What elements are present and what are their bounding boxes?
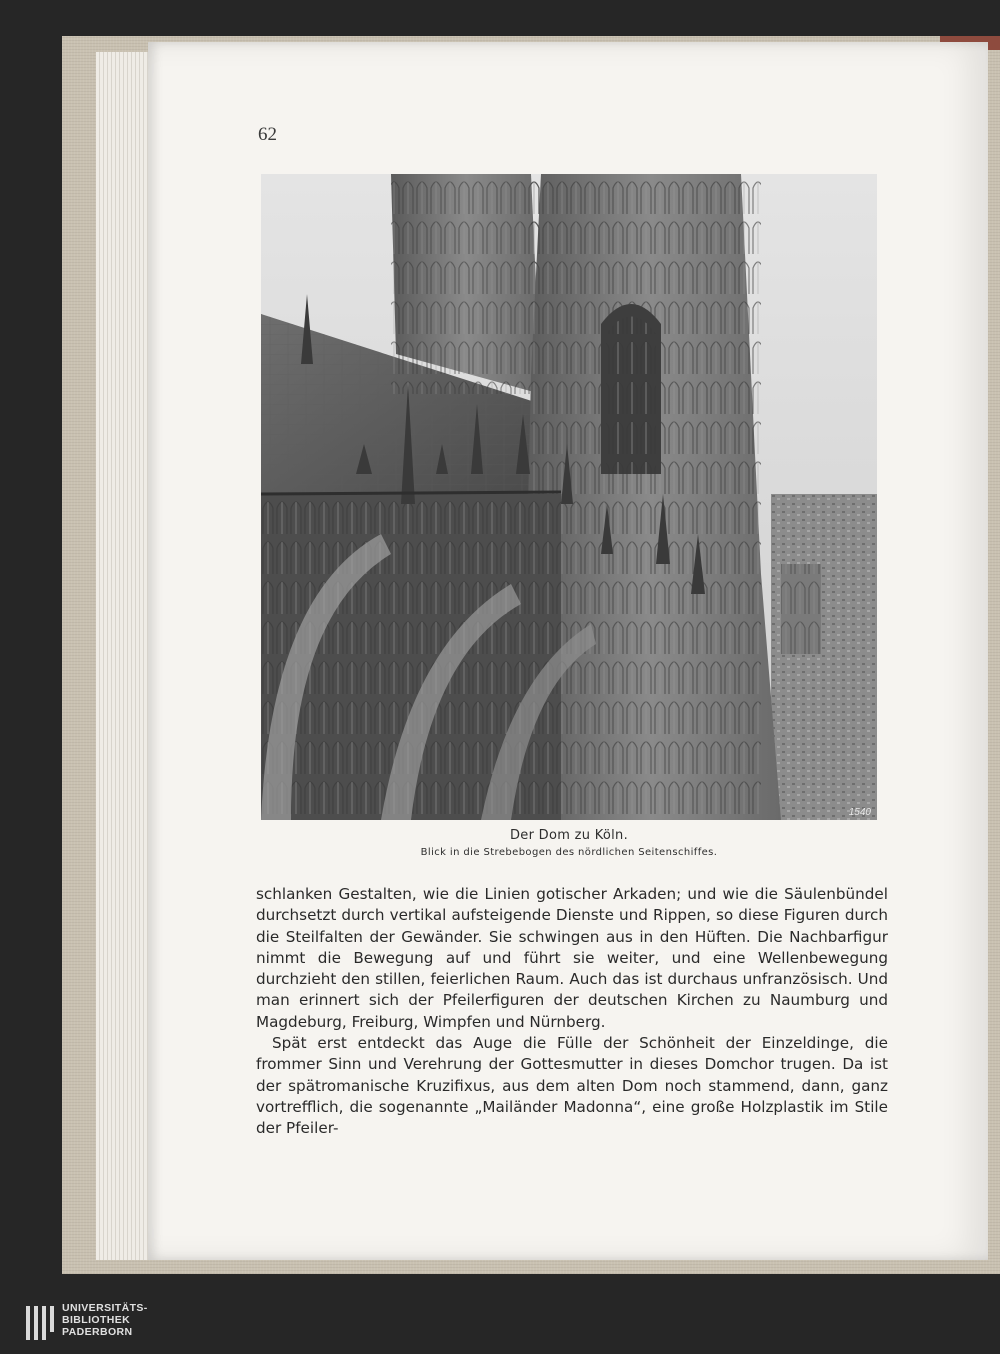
library-logo-text (62, 1302, 148, 1338)
library-logo (12, 1302, 172, 1348)
logo-line-3: PADERBORN (62, 1326, 133, 1338)
logo-bars-icon (26, 1306, 56, 1346)
plate-number: 1540 (848, 807, 871, 818)
figure-caption-title: Der Dom zu Köln. (509, 828, 629, 843)
logo-line-1: UNIVERSITÄTS- (62, 1302, 148, 1314)
book-page (148, 42, 988, 1260)
page-number: 62 (258, 124, 277, 145)
paragraph-2: Spät erst entdeckt das Auge die Fülle der Schönheit der Einzeldinge, die frommer Sinn und Verehrung der Gottesmutter in dieses Domchor trugen. Da ist der spätromanische Kruzifixus, aus dem alten Dom noch stammend, dann, ganz vortrefflich, die sogenannte „Mailänder Madonna“, eine große Holzplastik im Stile der Pfeiler- (256, 1034, 888, 1138)
figure-caption-subtitle: Blick in die Strebebogen des nördlichen Seitenschiffes. (420, 847, 718, 858)
cathedral-illustration (261, 174, 877, 820)
paragraph-1: schlanken Gestalten, wie die Linien gotischer Arkaden; und wie die Säulenbündel durchsetzt durch vertikal aufsteigende Dienste und Rippen, so diese Figuren durch die Steilfalten der Gewänder. Sie schwingen aus in den Hüften. Die Nachbarfigur nimmt die Bewegung auf und führt sie weiter, und eine Wellenbewegung durchzieht den stillen, feierlichen Raum. Auch das ist durchaus unfranzösisch. Und man erinnert sich der Pfeilerfiguren der deutschen Kirchen zu Naumburg und Magdeburg, Freiburg, Wimpfen und Nürnberg. (256, 885, 888, 1031)
cathedral-photo (261, 174, 877, 820)
logo-line-2: BIBLIOTHEK (62, 1314, 131, 1326)
page-edges (96, 52, 156, 1260)
body-text (256, 884, 888, 1140)
